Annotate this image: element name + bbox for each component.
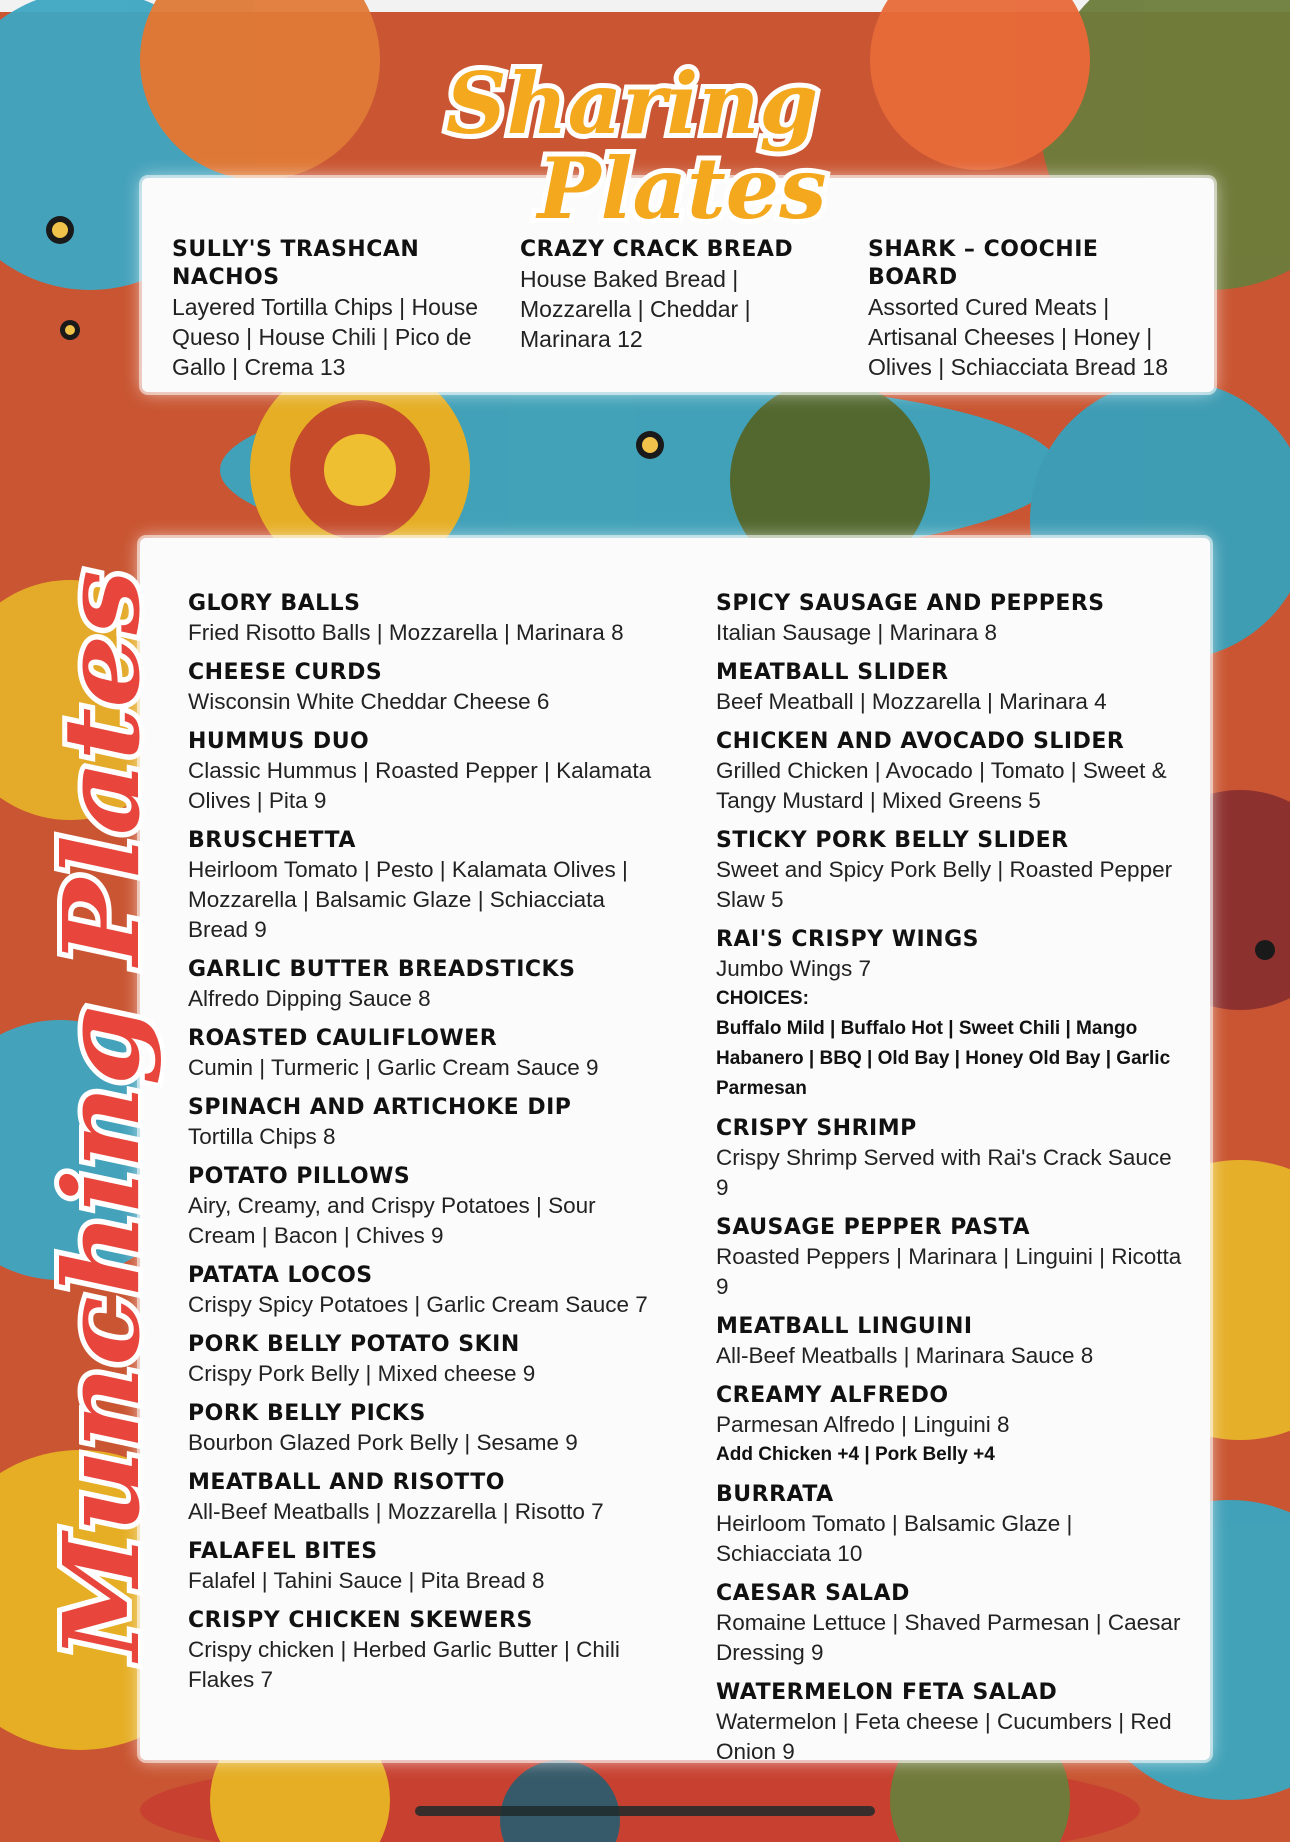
menu-item-card xyxy=(716,590,1186,648)
menu-item-card xyxy=(716,1214,1186,1302)
menu-item-title: SULLY'S TRASHCAN NACHOS xyxy=(172,237,420,290)
menu-item-description: Beef Meatball | Mozzarella | Marinara 4 xyxy=(716,689,1107,714)
menu-item-card xyxy=(188,590,658,648)
menu-item-description: Tortilla Chips 8 xyxy=(188,1124,336,1149)
menu-item-title: CREAMY ALFREDO xyxy=(716,1383,949,1408)
menu-item-title: PATATA LOCOS xyxy=(188,1263,373,1288)
menu-item-card xyxy=(188,1094,658,1152)
menu-item-title: CAESAR SALAD xyxy=(716,1581,910,1606)
menu-item-card xyxy=(188,1469,658,1527)
menu-item-description: Crispy chicken | Herbed Garlic Butter | Chili Flakes 7 xyxy=(188,1637,620,1692)
menu-item-title: CHICKEN AND AVOCADO SLIDER xyxy=(716,729,1125,754)
menu-item-description: Bourbon Glazed Pork Belly | Sesame 9 xyxy=(188,1430,578,1455)
menu-item-card xyxy=(868,236,1188,382)
menu-item-description: Roasted Peppers | Marinara | Linguini | Ricotta 9 xyxy=(716,1244,1182,1299)
menu-item-description: Heirloom Tomato | Pesto | Kalamata Olives | Mozzarella | Balsamic Glaze | Schiacciata Bread 9 xyxy=(188,857,628,942)
menu-item-title: RAI'S CRISPY WINGS xyxy=(716,927,979,952)
menu-item-card xyxy=(716,1679,1186,1767)
menu-item-title: SAUSAGE PEPPER PASTA xyxy=(716,1215,1031,1240)
menu-item-card xyxy=(188,1025,658,1083)
menu-item-description: Falafel | Tahini Sauce | Pita Bread 8 xyxy=(188,1568,545,1593)
menu-item-card xyxy=(188,827,658,945)
menu-item-card xyxy=(716,1115,1186,1203)
menu-item-card xyxy=(188,1607,658,1695)
menu-item-title: MEATBALL AND RISOTTO xyxy=(188,1470,505,1495)
menu-item-title: CHEESE CURDS xyxy=(188,660,383,685)
menu-item-description: Crispy Pork Belly | Mixed cheese 9 xyxy=(188,1361,536,1386)
menu-item-card xyxy=(188,956,658,1014)
munching-left-column xyxy=(188,590,658,1706)
menu-item-title: PORK BELLY PICKS xyxy=(188,1401,426,1426)
menu-item-description: Layered Tortilla Chips | House Queso | House Chili | Pico de Gallo | Crema 13 xyxy=(172,294,478,380)
menu-item-title: PORK BELLY POTATO SKIN xyxy=(188,1332,520,1357)
menu-item-choices: Buffalo Mild | Buffalo Hot | Sweet Chili | Mango Habanero | BBQ | Old Bay | Honey Old Bay | Garlic Parmesan xyxy=(716,1018,1171,1099)
menu-item-title: GLORY BALLS xyxy=(188,591,361,616)
menu-item-card xyxy=(716,926,1186,1104)
menu-item-title: HUMMUS DUO xyxy=(188,729,370,754)
menu-item-card xyxy=(188,1400,658,1458)
menu-item-card xyxy=(716,1580,1186,1668)
menu-item-description: Classic Hummus | Roasted Pepper | Kalamata Olives | Pita 9 xyxy=(188,758,652,813)
menu-item-card xyxy=(520,236,840,354)
menu-item-title: POTATO PILLOWS xyxy=(188,1164,411,1189)
menu-item-description: Alfredo Dipping Sauce 8 xyxy=(188,986,431,1011)
menu-item-choices-label: CHOICES: xyxy=(716,988,809,1009)
menu-item-title: SPICY SAUSAGE AND PEPPERS xyxy=(716,591,1105,616)
menu-item-title: WATERMELON FETA SALAD xyxy=(716,1680,1058,1705)
menu-item-description: Watermelon | Feta cheese | Cucumbers | Red Onion 9 xyxy=(716,1709,1172,1764)
menu-item-title: SPINACH AND ARTICHOKE DIP xyxy=(188,1095,572,1120)
menu-item-description: Wisconsin White Cheddar Cheese 6 xyxy=(188,689,550,714)
menu-item-card xyxy=(716,1313,1186,1371)
menu-item-title: CRISPY SHRIMP xyxy=(716,1116,917,1141)
menu-item-description: Heirloom Tomato | Balsamic Glaze | Schiacciata 10 xyxy=(716,1511,1073,1566)
sharing-plates-heading xyxy=(432,48,872,238)
menu-item-addons: Add Chicken +4 | Pork Belly +4 xyxy=(716,1444,995,1465)
menu-item-title: ROASTED CAULIFLOWER xyxy=(188,1026,498,1051)
menu-item-description: Crispy Shrimp Served with Rai's Crack Sauce 9 xyxy=(716,1145,1172,1200)
menu-item-description: Parmesan Alfredo | Linguini 8 xyxy=(716,1412,1010,1437)
menu-item-title: STICKY PORK BELLY SLIDER xyxy=(716,828,1069,853)
menu-item-card xyxy=(716,1382,1186,1470)
menu-item-title: CRAZY CRACK BREAD xyxy=(520,237,794,262)
menu-item-description: Italian Sausage | Marinara 8 xyxy=(716,620,998,645)
menu-item-card xyxy=(188,1262,658,1320)
menu-item-description: Romaine Lettuce | Shaved Parmesan | Caesar Dressing 9 xyxy=(716,1610,1181,1665)
menu-item-description: Crispy Spicy Potatoes | Garlic Cream Sauce 7 xyxy=(188,1292,648,1317)
menu-item-description: Sweet and Spicy Pork Belly | Roasted Pepper Slaw 5 xyxy=(716,857,1173,912)
menu-item-title: GARLIC BUTTER BREADSTICKS xyxy=(188,957,576,982)
menu-item-card xyxy=(188,1163,658,1251)
menu-item-card xyxy=(716,1481,1186,1569)
menu-item-title: MEATBALL LINGUINI xyxy=(716,1314,973,1339)
munching-plates-heading xyxy=(20,560,170,1670)
menu-item-description: Grilled Chicken | Avocado | Tomato | Sweet & Tangy Mustard | Mixed Greens 5 xyxy=(716,758,1167,813)
menu-item-card xyxy=(188,659,658,717)
menu-item-description: Fried Risotto Balls | Mozzarella | Marinara 8 xyxy=(188,620,624,645)
menu-item-title: BRUSCHETTA xyxy=(188,828,356,853)
sharing-heading-line2: Plates xyxy=(537,139,827,238)
menu-item-description: Airy, Creamy, and Crispy Potatoes | Sour Cream | Bacon | Chives 9 xyxy=(188,1193,596,1248)
munching-right-column xyxy=(716,590,1186,1778)
menu-item-card xyxy=(188,1331,658,1389)
menu-item-card xyxy=(188,1538,658,1596)
sharing-heading-line1: Sharing xyxy=(445,54,819,153)
menu-item-description: Jumbo Wings 7 xyxy=(716,956,872,981)
menu-item-description: All-Beef Meatballs | Mozzarella | Risotto 7 xyxy=(188,1499,604,1524)
home-indicator[interactable] xyxy=(415,1806,875,1816)
menu-item-card xyxy=(188,728,658,816)
munching-heading-text: Munching Plates xyxy=(40,672,163,1660)
menu-item-title: MEATBALL SLIDER xyxy=(716,660,949,685)
menu-item-title: FALAFEL BITES xyxy=(188,1539,378,1564)
menu-item-title: BURRATA xyxy=(716,1482,834,1507)
menu-item-title: CRISPY CHICKEN SKEWERS xyxy=(188,1608,533,1633)
menu-item-title: SHARK – COOCHIE BOARD xyxy=(868,237,1099,290)
munching-plates-panel xyxy=(140,538,1210,1764)
menu-item-description: Assorted Cured Meats | Artisanal Cheeses | Honey | Olives | Schiacciata Bread 18 xyxy=(868,294,1169,380)
menu-item-card xyxy=(716,659,1186,717)
menu-item-card xyxy=(172,236,492,382)
menu-item-card xyxy=(716,827,1186,915)
menu-item-card xyxy=(716,728,1186,816)
menu-item-description: House Baked Bread | Mozzarella | Cheddar | Marinara 12 xyxy=(520,266,751,352)
menu-item-description: Cumin | Turmeric | Garlic Cream Sauce 9 xyxy=(188,1055,599,1080)
menu-item-description: All-Beef Meatballs | Marinara Sauce 8 xyxy=(716,1343,1094,1368)
